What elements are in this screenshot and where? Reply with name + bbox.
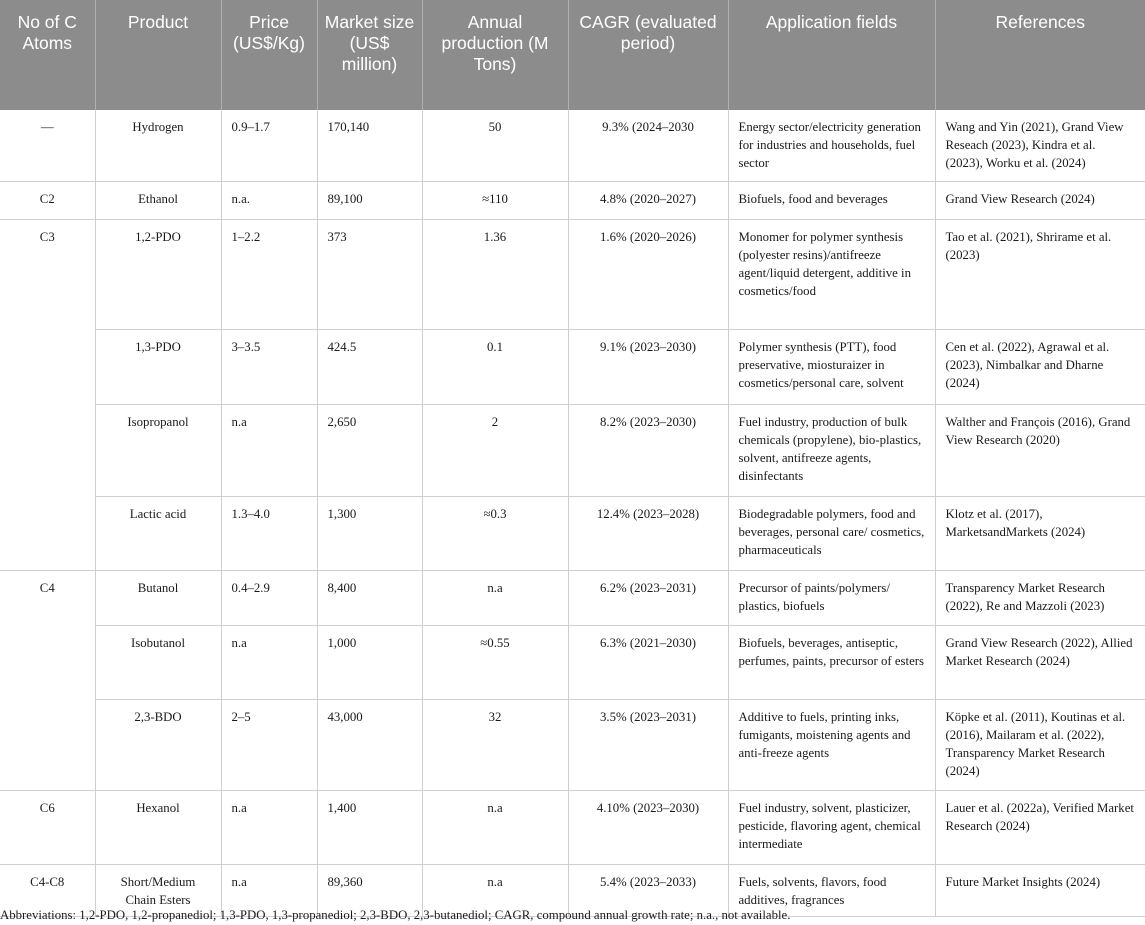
cell-production: 2 xyxy=(422,404,568,496)
cell-cagr: 1.6% (2020–2026) xyxy=(568,219,728,329)
cell-production: ≈0.3 xyxy=(422,496,568,570)
cell-references: Tao et al. (2021), Shrirame et al. (2023) xyxy=(935,219,1145,329)
cell-market-size: 373 xyxy=(317,219,422,329)
cell-production: n.a xyxy=(422,790,568,864)
cell-application: Fuel industry, solvent, plasticizer, pesticide, flavoring agent, chemical intermediate xyxy=(728,790,935,864)
cell-references: Future Market Insights (2024) xyxy=(935,864,1145,916)
cell-market-size: 1,000 xyxy=(317,625,422,699)
cell-market-size: 8,400 xyxy=(317,570,422,625)
header-cagr: CAGR (evaluated period) xyxy=(568,0,728,110)
cell-application: Polymer synthesis (PTT), food preservative, miosturaizer in cosmetics/personal care, solvent xyxy=(728,329,935,404)
header-price: Price (US$/Kg) xyxy=(221,0,317,110)
cell-price: 0.4–2.9 xyxy=(221,570,317,625)
cell-cagr: 5.4% (2023–2033) xyxy=(568,864,728,916)
cell-price: 0.9–1.7 xyxy=(221,110,317,181)
cell-production: n.a xyxy=(422,864,568,916)
cell-c-atoms: C4-C8 xyxy=(0,864,95,916)
table-row xyxy=(0,219,1145,329)
header-row xyxy=(0,0,1145,110)
cell-production: ≈0.55 xyxy=(422,625,568,699)
cell-price: n.a. xyxy=(221,181,317,219)
header-market-size: Market size (US$ million) xyxy=(317,0,422,110)
cell-application: Energy sector/electricity generation for industries and households, fuel sector xyxy=(728,110,935,181)
cell-market-size: 89,100 xyxy=(317,181,422,219)
cell-production: 1.36 xyxy=(422,219,568,329)
cell-product: 2,3-BDO xyxy=(95,699,221,790)
cell-references: Cen et al. (2022), Agrawal et al. (2023), Nimbalkar and Dharne (2024) xyxy=(935,329,1145,404)
cell-cagr: 6.3% (2021–2030) xyxy=(568,625,728,699)
cell-cagr: 3.5% (2023–2031) xyxy=(568,699,728,790)
cell-production: 32 xyxy=(422,699,568,790)
table-row xyxy=(0,181,1145,219)
cell-application: Fuels, solvents, flavors, food additives, fragrances xyxy=(728,864,935,916)
cell-references: Köpke et al. (2011), Koutinas et al. (2016), Mailaram et al. (2022), Transparency Market Research (2024) xyxy=(935,699,1145,790)
cell-references: Wang and Yin (2021), Grand View Reseach (2023), Kindra et al. (2023), Worku et al. (2024) xyxy=(935,110,1145,181)
table-body xyxy=(0,110,1145,916)
header-product: Product xyxy=(95,0,221,110)
cell-price: n.a xyxy=(221,790,317,864)
cell-production: n.a xyxy=(422,570,568,625)
cell-references: Grand View Research (2022), Allied Market Research (2024) xyxy=(935,625,1145,699)
cell-price: n.a xyxy=(221,404,317,496)
cell-product: Short/Medium Chain Esters xyxy=(95,864,221,916)
cell-references: Klotz et al. (2017), MarketsandMarkets (2024) xyxy=(935,496,1145,570)
cell-market-size: 1,300 xyxy=(317,496,422,570)
cell-cagr: 4.10% (2023–2030) xyxy=(568,790,728,864)
cell-cagr: 4.8% (2020–2027) xyxy=(568,181,728,219)
cell-c-atoms: C6 xyxy=(0,790,95,864)
cell-application: Fuel industry, production of bulk chemicals (propylene), bio-plastics, solvent, antifreeze agents, disinfectants xyxy=(728,404,935,496)
cell-product: Ethanol xyxy=(95,181,221,219)
cell-product: Isobutanol xyxy=(95,625,221,699)
cell-market-size: 43,000 xyxy=(317,699,422,790)
cell-c-atoms: C2 xyxy=(0,181,95,219)
cell-product: 1,3-PDO xyxy=(95,329,221,404)
cell-application: Monomer for polymer synthesis (polyester resins)/antifreeze agent/liquid detergent, additive in cosmetics/food xyxy=(728,219,935,329)
cell-application: Additive to fuels, printing inks, fumigants, moistening agents and anti-freeze agents xyxy=(728,699,935,790)
cell-production: ≈110 xyxy=(422,181,568,219)
header-annual-production: Annual production (M Tons) xyxy=(422,0,568,110)
cell-price: 1–2.2 xyxy=(221,219,317,329)
cell-cagr: 9.1% (2023–2030) xyxy=(568,329,728,404)
cell-price: 1.3–4.0 xyxy=(221,496,317,570)
cell-market-size: 1,400 xyxy=(317,790,422,864)
header-c-atoms: No of C Atoms xyxy=(0,0,95,110)
cell-price: n.a xyxy=(221,625,317,699)
cell-cagr: 12.4% (2023–2028) xyxy=(568,496,728,570)
header-application: Application fields xyxy=(728,0,935,110)
cell-c-atoms: — xyxy=(0,110,95,181)
cell-production: 0.1 xyxy=(422,329,568,404)
cell-price: n.a xyxy=(221,864,317,916)
table-row xyxy=(0,790,1145,864)
cell-cagr: 9.3% (2024–2030 xyxy=(568,110,728,181)
cell-cagr: 8.2% (2023–2030) xyxy=(568,404,728,496)
cell-application: Biofuels, beverages, antiseptic, perfumes, paints, precursor of esters xyxy=(728,625,935,699)
cell-product: Hexanol xyxy=(95,790,221,864)
cell-application: Biodegradable polymers, food and beverages, personal care/ cosmetics, pharmaceuticals xyxy=(728,496,935,570)
table-row xyxy=(0,329,1145,404)
cell-price: 2–5 xyxy=(221,699,317,790)
cell-market-size: 170,140 xyxy=(317,110,422,181)
header-references: References xyxy=(935,0,1145,110)
cell-product: 1,2-PDO xyxy=(95,219,221,329)
cell-market-size: 424.5 xyxy=(317,329,422,404)
cell-market-size: 2,650 xyxy=(317,404,422,496)
cell-product: Isopropanol xyxy=(95,404,221,496)
cell-references: Transparency Market Research (2022), Re and Mazzoli (2023) xyxy=(935,570,1145,625)
cell-production: 50 xyxy=(422,110,568,181)
cell-application: Biofuels, food and beverages xyxy=(728,181,935,219)
table-row xyxy=(0,110,1145,181)
cell-references: Grand View Research (2024) xyxy=(935,181,1145,219)
cell-references: Lauer et al. (2022a), Verified Market Research (2024) xyxy=(935,790,1145,864)
cell-product: Butanol xyxy=(95,570,221,625)
table-row xyxy=(0,404,1145,496)
table-row xyxy=(0,570,1145,625)
cell-c-atoms: C4 xyxy=(0,570,95,790)
footnote: Abbreviations: 1,2-PDO, 1,2-propanediol; 1,3-PDO, 1,3-propanediol; 2,3-BDO, 2,3-butanediol; CAGR, compound annual growth rate; n.a., not available. xyxy=(0,908,791,922)
cell-c-atoms: C3 xyxy=(0,219,95,570)
cell-cagr: 6.2% (2023–2031) xyxy=(568,570,728,625)
table-row xyxy=(0,699,1145,790)
cell-price: 3–3.5 xyxy=(221,329,317,404)
table-row xyxy=(0,496,1145,570)
cell-market-size: 89,360 xyxy=(317,864,422,916)
cell-references: Walther and François (2016), Grand View Research (2020) xyxy=(935,404,1145,496)
table-row xyxy=(0,625,1145,699)
cell-product: Lactic acid xyxy=(95,496,221,570)
cell-product: Hydrogen xyxy=(95,110,221,181)
cell-application: Precursor of paints/polymers/ plastics, biofuels xyxy=(728,570,935,625)
